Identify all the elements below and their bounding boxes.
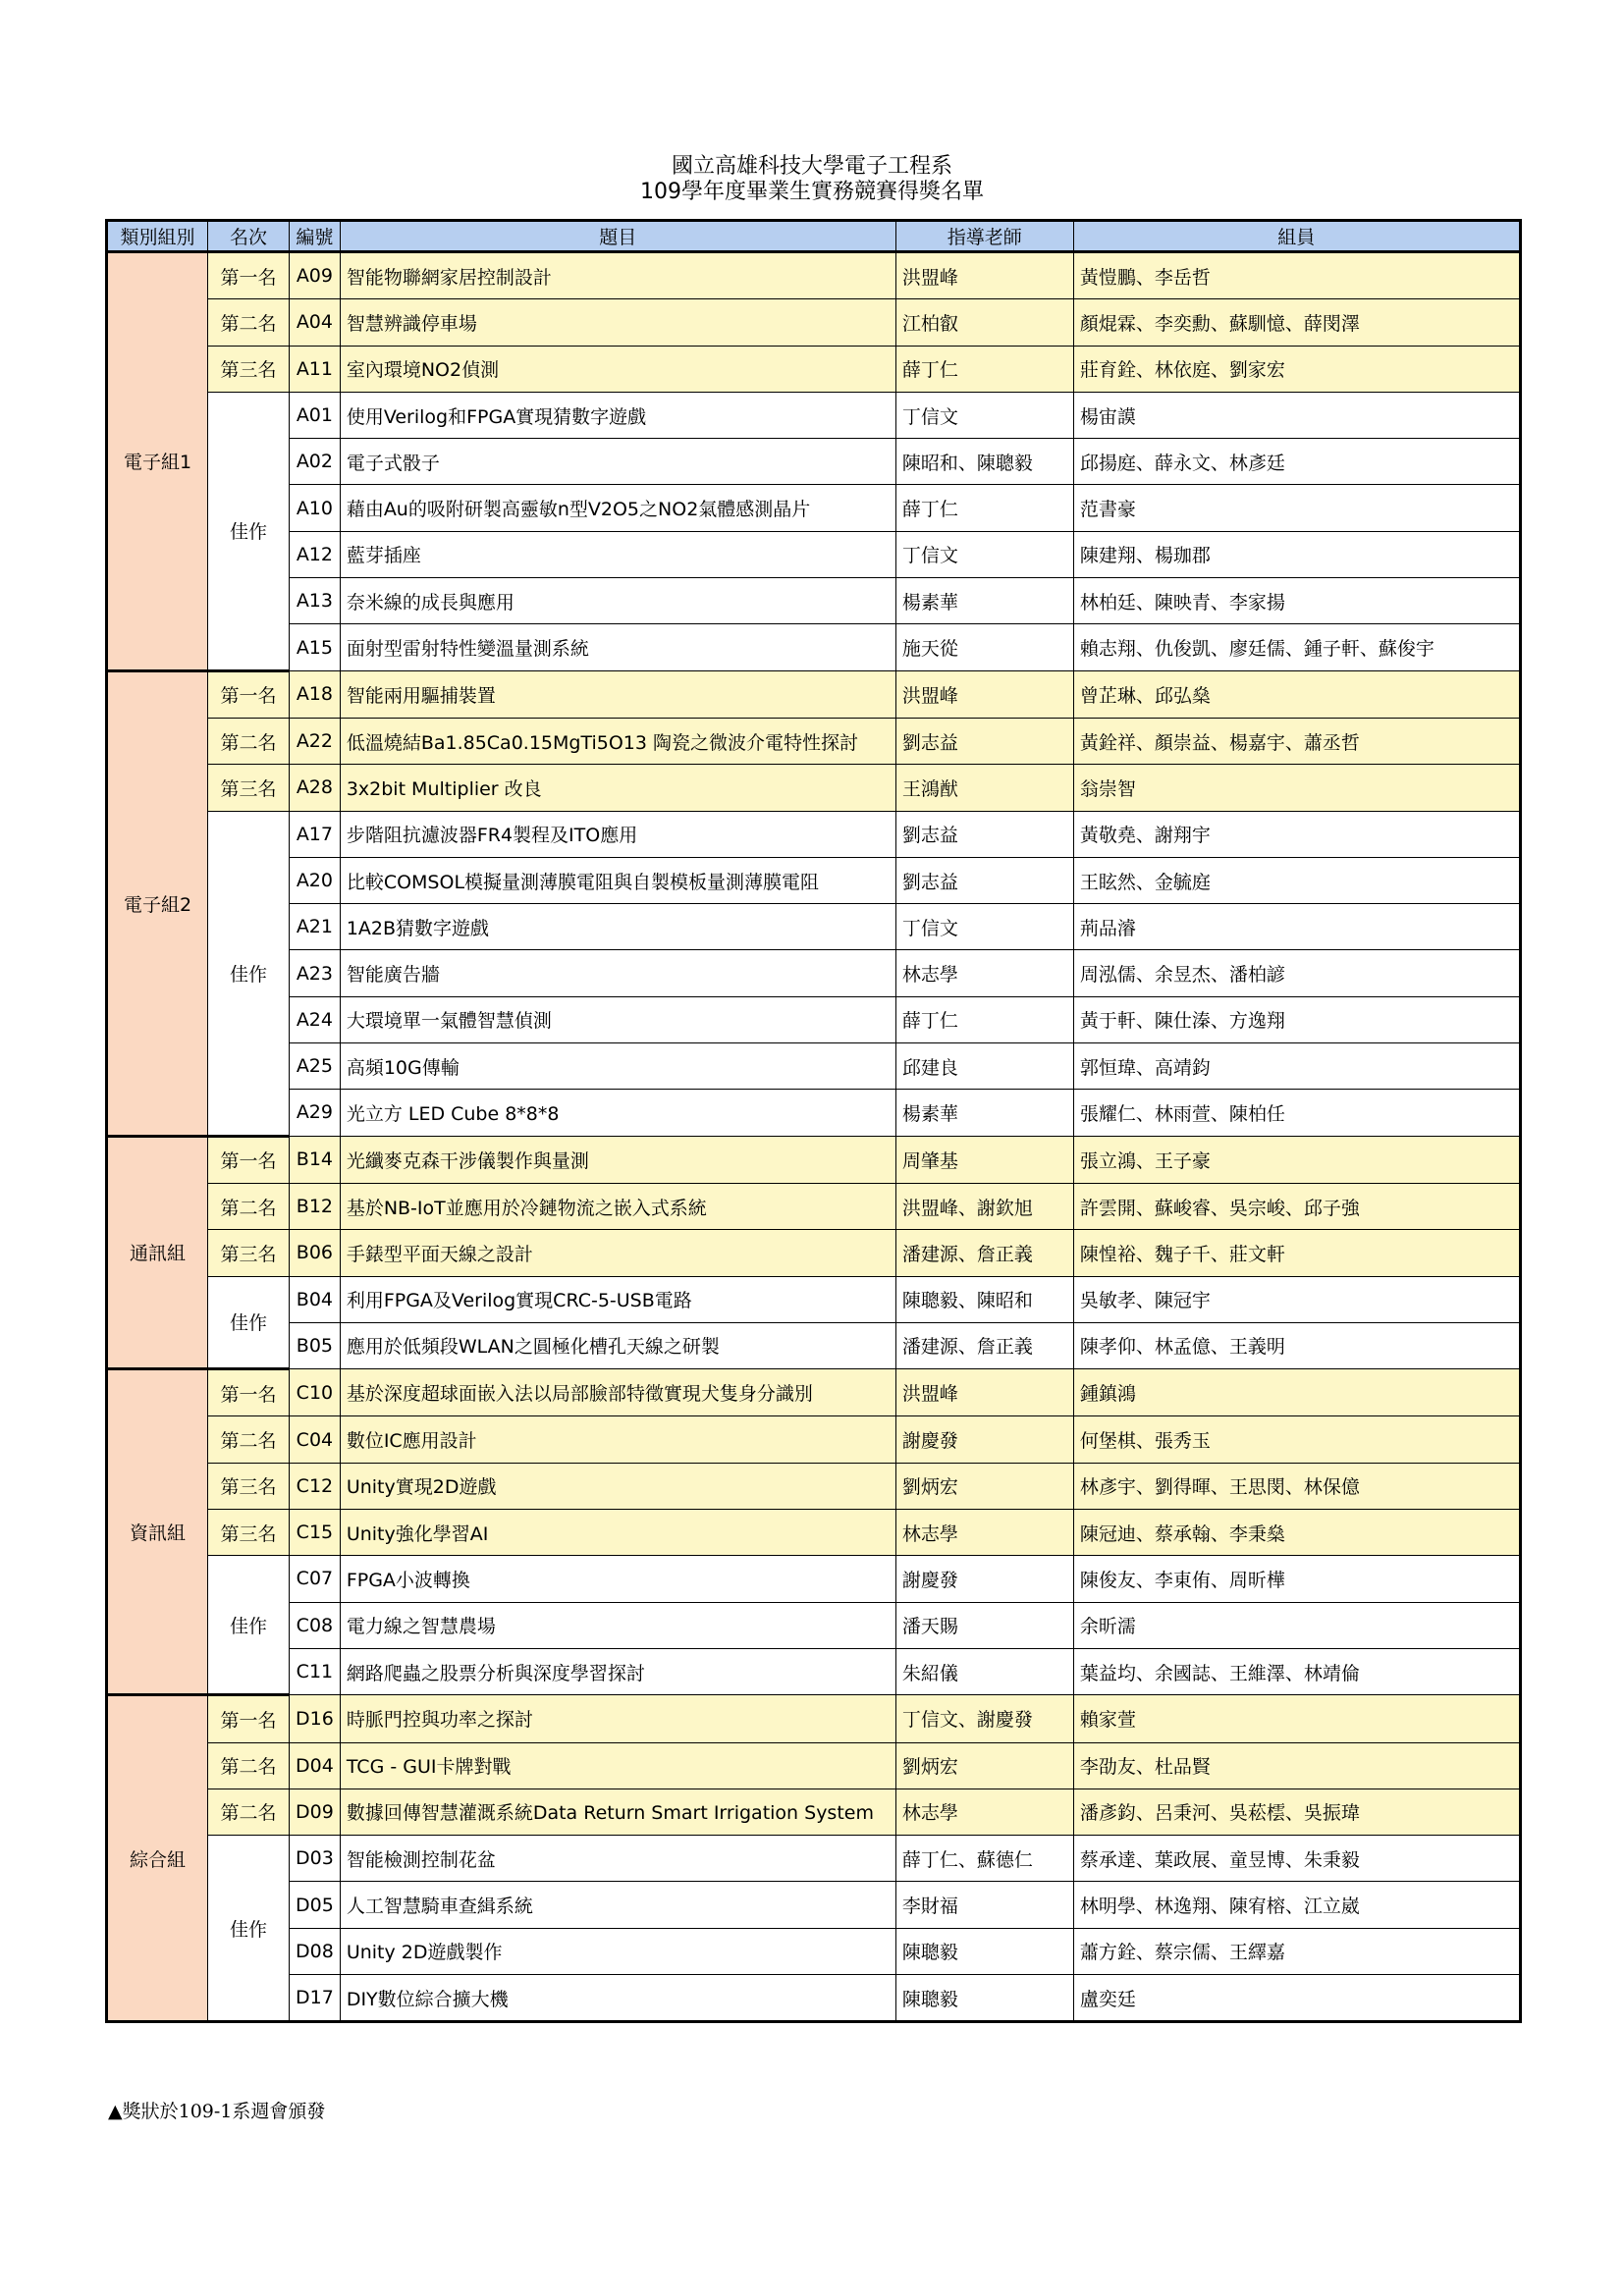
document-subtitle: 109學年度畢業生實務競賽得獎名單 — [640, 180, 984, 204]
table-row — [107, 1648, 1521, 1694]
title-cell: Unity實現2D遊戲 — [340, 1463, 895, 1509]
title-cell: 1A2B猜數字遊戲 — [340, 904, 895, 950]
title-cell: 智能廣告牆 — [340, 950, 895, 996]
title-cell: 利用FPGA及Verilog實現CRC-5-USB電路 — [340, 1276, 895, 1322]
members-cell: 顏焜霖、李奕勳、蘇馴憶、薛閔澤 — [1073, 299, 1520, 346]
category-cell: 資訊組 — [107, 1369, 208, 1695]
members-cell: 盧奕廷 — [1073, 1974, 1520, 2021]
title-cell: 光纖麥克森干涉儀製作與量測 — [340, 1136, 895, 1183]
table-row — [107, 624, 1521, 670]
members-cell: 周泓儒、余昱杰、潘柏諺 — [1073, 950, 1520, 996]
code-cell: A21 — [290, 904, 341, 950]
code-cell: C04 — [290, 1416, 341, 1463]
members-cell: 黃銓祥、顏崇益、楊嘉宇、蕭丞哲 — [1073, 718, 1520, 764]
code-cell: B12 — [290, 1183, 341, 1229]
code-cell: A04 — [290, 299, 341, 346]
rank-cell: 佳作 — [208, 392, 290, 670]
table-row — [107, 1136, 1521, 1183]
code-cell: A12 — [290, 531, 341, 577]
members-cell: 許雲開、蘇峻睿、吳宗峻、邱子強 — [1073, 1183, 1520, 1229]
code-cell: D04 — [290, 1742, 341, 1789]
table-row — [107, 1183, 1521, 1229]
members-cell: 楊宙謨 — [1073, 392, 1520, 438]
members-cell: 林柏廷、陳映青、李家揚 — [1073, 578, 1520, 624]
table-row — [107, 857, 1521, 903]
advisor-cell: 林志學 — [895, 950, 1073, 996]
rank-cell: 佳作 — [208, 1276, 290, 1369]
title-cell: 智能物聯網家居控制設計 — [340, 252, 895, 299]
title-cell: Unity強化學習AI — [340, 1510, 895, 1556]
code-cell: D16 — [290, 1695, 341, 1742]
advisor-cell: 陳聰毅 — [895, 1974, 1073, 2021]
table-row — [107, 392, 1521, 438]
table-row — [107, 1695, 1521, 1742]
table-row — [107, 1416, 1521, 1463]
advisor-cell: 洪盟峰 — [895, 1369, 1073, 1416]
award-table-body — [107, 252, 1521, 2022]
code-cell: A15 — [290, 624, 341, 670]
code-cell: C15 — [290, 1510, 341, 1556]
document-title: 國立高雄科技大學電子工程系 — [671, 154, 952, 179]
code-cell: B04 — [290, 1276, 341, 1322]
advisor-cell: 劉炳宏 — [895, 1463, 1073, 1509]
title-cell: 時脈門控與功率之探討 — [340, 1695, 895, 1742]
table-row — [107, 718, 1521, 764]
members-cell: 蕭方銓、蔡宗儒、王繹嘉 — [1073, 1928, 1520, 1974]
rank-cell: 第二名 — [208, 1789, 290, 1835]
table-row — [107, 1974, 1521, 2021]
table-row — [107, 904, 1521, 950]
table-row — [107, 1510, 1521, 1556]
advisor-cell: 洪盟峰 — [895, 670, 1073, 718]
table-row — [107, 1742, 1521, 1789]
members-cell: 黃愷鵬、李岳哲 — [1073, 252, 1520, 299]
advisor-cell: 潘建源、詹正義 — [895, 1322, 1073, 1368]
table-row — [107, 1928, 1521, 1974]
title-cell: 藍芽插座 — [340, 531, 895, 577]
title-cell: 基於深度超球面嵌入法以局部臉部特徵實現犬隻身分識別 — [340, 1369, 895, 1416]
title-cell: 應用於低頻段WLAN之圓極化槽孔天線之研製 — [340, 1322, 895, 1368]
code-cell: A02 — [290, 439, 341, 485]
category-cell: 通訊組 — [107, 1136, 208, 1368]
members-cell: 潘彥鈞、呂秉河、吳菘橒、吳振瑋 — [1073, 1789, 1520, 1835]
advisor-cell: 楊素華 — [895, 578, 1073, 624]
advisor-cell: 王鴻猷 — [895, 765, 1073, 811]
table-row — [107, 996, 1521, 1042]
advisor-cell: 謝慶發 — [895, 1416, 1073, 1463]
advisor-cell: 薛丁仁 — [895, 996, 1073, 1042]
table-row — [107, 1836, 1521, 1882]
rank-cell: 第二名 — [208, 1416, 290, 1463]
code-cell: C11 — [290, 1648, 341, 1694]
table-header-row — [107, 221, 1521, 252]
code-cell: B06 — [290, 1230, 341, 1276]
table-row — [107, 1322, 1521, 1368]
members-cell: 翁崇智 — [1073, 765, 1520, 811]
award-table — [105, 219, 1522, 2023]
rank-cell: 第二名 — [208, 299, 290, 346]
advisor-cell: 林志學 — [895, 1510, 1073, 1556]
title-cell: TCG - GUI卡牌對戰 — [340, 1742, 895, 1789]
title-cell: 手錶型平面天線之設計 — [340, 1230, 895, 1276]
rank-cell: 第二名 — [208, 718, 290, 764]
advisor-cell: 陳昭和、陳聰毅 — [895, 439, 1073, 485]
table-row — [107, 439, 1521, 485]
members-cell: 鍾鎮鴻 — [1073, 1369, 1520, 1416]
advisor-cell: 洪盟峰 — [895, 252, 1073, 299]
title-cell: 智能兩用驅捕裝置 — [340, 670, 895, 718]
table-row — [107, 578, 1521, 624]
column-header-category: 類別組別 — [107, 221, 208, 252]
footnote: ▲獎狀於109-1系週會頒發 — [108, 2101, 326, 2122]
title-cell: 智能檢測控制花盆 — [340, 1836, 895, 1882]
title-cell: 數位IC應用設計 — [340, 1416, 895, 1463]
advisor-cell: 劉志益 — [895, 811, 1073, 857]
advisor-cell: 周肇基 — [895, 1136, 1073, 1183]
advisor-cell: 薛丁仁 — [895, 485, 1073, 531]
rank-cell: 佳作 — [208, 1836, 290, 2022]
advisor-cell: 洪盟峰、謝欽旭 — [895, 1183, 1073, 1229]
column-header-rank: 名次 — [208, 221, 290, 252]
title-cell: 人工智慧騎車查緝系統 — [340, 1882, 895, 1928]
category-cell: 綜合組 — [107, 1695, 208, 2022]
rank-cell: 第二名 — [208, 1742, 290, 1789]
title-cell: 光立方 LED Cube 8*8*8 — [340, 1090, 895, 1136]
advisor-cell: 薛丁仁 — [895, 346, 1073, 392]
title-cell: 步階阻抗濾波器FR4製程及ITO應用 — [340, 811, 895, 857]
rank-cell: 第三名 — [208, 346, 290, 392]
advisor-cell: 丁信文 — [895, 392, 1073, 438]
members-cell: 李劭友、杜品賢 — [1073, 1742, 1520, 1789]
code-cell: D09 — [290, 1789, 341, 1835]
table-row — [107, 485, 1521, 531]
members-cell: 葉益均、余國誌、王維澤、林靖倫 — [1073, 1648, 1520, 1694]
code-cell: A11 — [290, 346, 341, 392]
members-cell: 何堡棋、張秀玉 — [1073, 1416, 1520, 1463]
table-row — [107, 1463, 1521, 1509]
title-cell: 數據回傳智慧灌溉系統Data Return Smart Irrigation System — [340, 1789, 895, 1835]
rank-cell: 第二名 — [208, 1183, 290, 1229]
code-cell: C08 — [290, 1602, 341, 1648]
rank-cell: 佳作 — [208, 811, 290, 1136]
members-cell: 郭恒瑋、高靖鈞 — [1073, 1043, 1520, 1090]
members-cell: 邱揚庭、薛永文、林彥廷 — [1073, 439, 1520, 485]
code-cell: A24 — [290, 996, 341, 1042]
members-cell: 賴家萱 — [1073, 1695, 1520, 1742]
code-cell: A01 — [290, 392, 341, 438]
rank-cell: 第三名 — [208, 1463, 290, 1509]
advisor-cell: 丁信文 — [895, 531, 1073, 577]
code-cell: D03 — [290, 1836, 341, 1882]
table-row — [107, 950, 1521, 996]
advisor-cell: 李財福 — [895, 1882, 1073, 1928]
table-row — [107, 670, 1521, 718]
title-cell: 電子式骰子 — [340, 439, 895, 485]
title-cell: 奈米線的成長與應用 — [340, 578, 895, 624]
table-row — [107, 1043, 1521, 1090]
advisor-cell: 朱紹儀 — [895, 1648, 1073, 1694]
table-row — [107, 1276, 1521, 1322]
table-row — [107, 346, 1521, 392]
code-cell: A28 — [290, 765, 341, 811]
members-cell: 陳建翔、楊珈郡 — [1073, 531, 1520, 577]
advisor-cell: 楊素華 — [895, 1090, 1073, 1136]
code-cell: C10 — [290, 1369, 341, 1416]
members-cell: 張耀仁、林雨萱、陳柏任 — [1073, 1090, 1520, 1136]
code-cell: A25 — [290, 1043, 341, 1090]
advisor-cell: 丁信文、謝慶發 — [895, 1695, 1073, 1742]
rank-cell: 第一名 — [208, 1369, 290, 1416]
advisor-cell: 潘建源、詹正義 — [895, 1230, 1073, 1276]
advisor-cell: 謝慶發 — [895, 1556, 1073, 1602]
advisor-cell: 施天從 — [895, 624, 1073, 670]
column-header-title: 題目 — [340, 221, 895, 252]
members-cell: 林明學、林逸翔、陳宥榕、江立崴 — [1073, 1882, 1520, 1928]
members-cell: 曾芷琳、邱弘燊 — [1073, 670, 1520, 718]
table-row — [107, 765, 1521, 811]
table-row — [107, 1230, 1521, 1276]
rank-cell: 第一名 — [208, 252, 290, 299]
title-cell: 比較COMSOL模擬量測薄膜電阻與自製模板量測薄膜電阻 — [340, 857, 895, 903]
table-row — [107, 1602, 1521, 1648]
code-cell: B05 — [290, 1322, 341, 1368]
code-cell: A29 — [290, 1090, 341, 1136]
title-cell: 室內環境NO2偵測 — [340, 346, 895, 392]
category-cell: 電子組2 — [107, 670, 208, 1136]
advisor-cell: 江柏叡 — [895, 299, 1073, 346]
code-cell: D08 — [290, 1928, 341, 1974]
title-cell: FPGA小波轉換 — [340, 1556, 895, 1602]
table-row — [107, 1556, 1521, 1602]
advisor-cell: 陳聰毅、陳昭和 — [895, 1276, 1073, 1322]
column-header-code: 編號 — [290, 221, 341, 252]
advisor-cell: 薛丁仁、蘇德仁 — [895, 1836, 1073, 1882]
rank-cell: 第一名 — [208, 670, 290, 718]
rank-cell: 佳作 — [208, 1556, 290, 1695]
title-cell: 網路爬蟲之股票分析與深度學習探討 — [340, 1648, 895, 1694]
table-row — [107, 1882, 1521, 1928]
title-cell: 電力線之智慧農場 — [340, 1602, 895, 1648]
advisor-cell: 劉志益 — [895, 718, 1073, 764]
code-cell: A20 — [290, 857, 341, 903]
code-cell: A10 — [290, 485, 341, 531]
code-cell: C07 — [290, 1556, 341, 1602]
table-row — [107, 252, 1521, 299]
table-row — [107, 1090, 1521, 1136]
advisor-cell: 劉炳宏 — [895, 1742, 1073, 1789]
code-cell: C12 — [290, 1463, 341, 1509]
table-row — [107, 1369, 1521, 1416]
rank-cell: 第三名 — [208, 765, 290, 811]
code-cell: A09 — [290, 252, 341, 299]
members-cell: 范書豪 — [1073, 485, 1520, 531]
advisor-cell: 邱建良 — [895, 1043, 1073, 1090]
members-cell: 黃敬堯、謝翔宇 — [1073, 811, 1520, 857]
title-cell: 高頻10G傳輸 — [340, 1043, 895, 1090]
members-cell: 賴志翔、仇俊凱、廖廷儒、鍾子軒、蘇俊宇 — [1073, 624, 1520, 670]
members-cell: 林彥宇、劉得暉、王思閔、林保億 — [1073, 1463, 1520, 1509]
members-cell: 蔡承達、葉政展、童昱博、朱秉毅 — [1073, 1836, 1520, 1882]
rank-cell: 第一名 — [208, 1136, 290, 1183]
advisor-cell: 丁信文 — [895, 904, 1073, 950]
code-cell: A17 — [290, 811, 341, 857]
code-cell: B14 — [290, 1136, 341, 1183]
members-cell: 陳惶裕、魏子千、莊文軒 — [1073, 1230, 1520, 1276]
title-cell: 面射型雷射特性變溫量測系統 — [340, 624, 895, 670]
rank-cell: 第三名 — [208, 1230, 290, 1276]
members-cell: 張立鴻、王子豪 — [1073, 1136, 1520, 1183]
code-cell: A23 — [290, 950, 341, 996]
members-cell: 吳敏孝、陳冠宇 — [1073, 1276, 1520, 1322]
advisor-cell: 潘天賜 — [895, 1602, 1073, 1648]
code-cell: D17 — [290, 1974, 341, 2021]
table-row — [107, 531, 1521, 577]
advisor-cell: 林志學 — [895, 1789, 1073, 1835]
title-cell: 大環境單一氣體智慧偵測 — [340, 996, 895, 1042]
code-cell: A22 — [290, 718, 341, 764]
title-cell: 低溫燒結Ba1.85Ca0.15MgTi5O13 陶瓷之微波介電特性探討 — [340, 718, 895, 764]
table-row — [107, 1789, 1521, 1835]
title-cell: 3x2bit Multiplier 改良 — [340, 765, 895, 811]
category-cell: 電子組1 — [107, 252, 208, 671]
code-cell: A18 — [290, 670, 341, 718]
title-cell: 基於NB-IoT並應用於冷鏈物流之嵌入式系統 — [340, 1183, 895, 1229]
column-header-members: 組員 — [1073, 221, 1520, 252]
members-cell: 陳孝仰、林孟億、王義明 — [1073, 1322, 1520, 1368]
members-cell: 荊品濬 — [1073, 904, 1520, 950]
title-cell: Unity 2D遊戲製作 — [340, 1928, 895, 1974]
members-cell: 陳俊友、李東侑、周昕樺 — [1073, 1556, 1520, 1602]
rank-cell: 第一名 — [208, 1695, 290, 1742]
members-cell: 王眩然、金毓庭 — [1073, 857, 1520, 903]
table-row — [107, 811, 1521, 857]
members-cell: 余昕濡 — [1073, 1602, 1520, 1648]
members-cell: 黃于軒、陳仕溱、方逸翔 — [1073, 996, 1520, 1042]
advisor-cell: 陳聰毅 — [895, 1928, 1073, 1974]
code-cell: A13 — [290, 578, 341, 624]
document-header — [0, 154, 1624, 205]
title-cell: DIY數位綜合擴大機 — [340, 1974, 895, 2021]
rank-cell: 第三名 — [208, 1510, 290, 1556]
table-row — [107, 299, 1521, 346]
advisor-cell: 劉志益 — [895, 857, 1073, 903]
title-cell: 藉由Au的吸附研製高靈敏n型V2O5之NO2氣體感測晶片 — [340, 485, 895, 531]
members-cell: 莊育銓、林依庭、劉家宏 — [1073, 346, 1520, 392]
members-cell: 陳冠迪、蔡承翰、李秉燊 — [1073, 1510, 1520, 1556]
column-header-advisor: 指導老師 — [895, 221, 1073, 252]
title-cell: 使用Verilog和FPGA實現猜數字遊戲 — [340, 392, 895, 438]
title-cell: 智慧辨識停車場 — [340, 299, 895, 346]
code-cell: D05 — [290, 1882, 341, 1928]
